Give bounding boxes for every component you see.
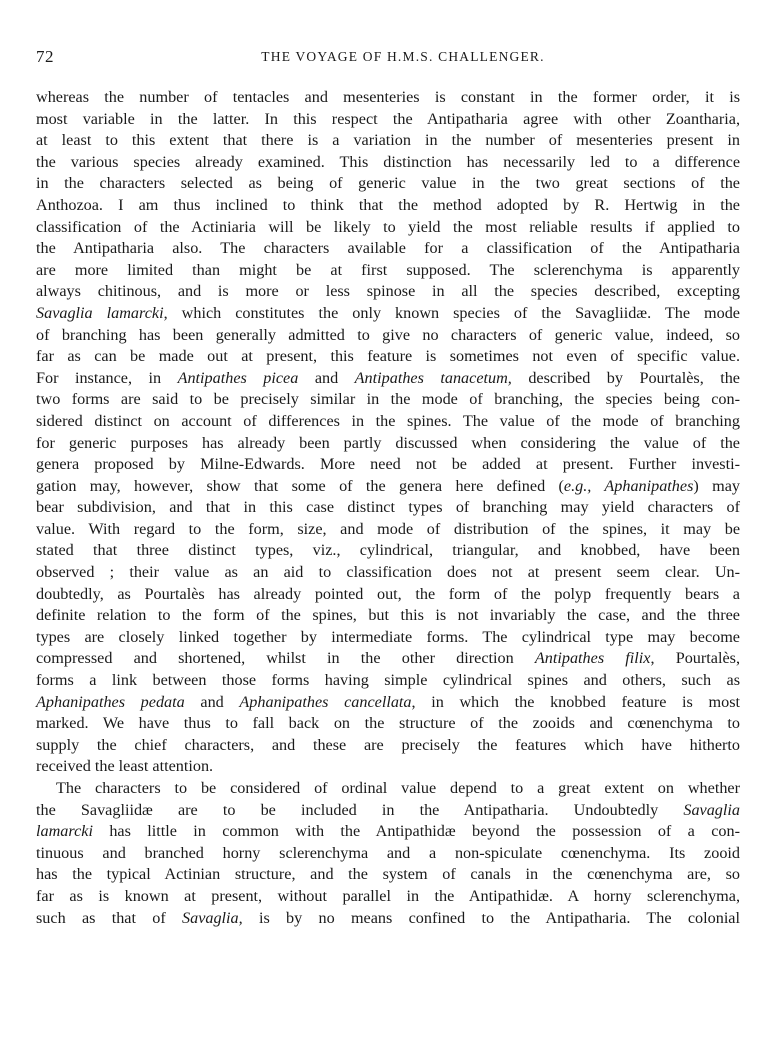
text-run: has the typical Actinian structure, and the system of canals in the cœnenchyma are, so: [36, 865, 740, 884]
text-run: supply the chief characters, and these are precisely the features which have hitherto: [36, 735, 740, 754]
text-run: described by Pourtalès, the: [511, 368, 740, 387]
text-line: [36, 519, 740, 541]
text-run: whereas the number of tentacles and mesenteries is constant in the former order, it is: [36, 88, 740, 106]
text-line: [36, 864, 740, 886]
text-run: observed ; their value as an aid to classification does not at present seem clear. Un-: [36, 563, 740, 582]
text-run: has little in common with the Antipathidæ beyond the possession of a con-: [92, 822, 740, 841]
page-number: 72: [36, 47, 54, 66]
text-run: received the least attention.: [36, 757, 214, 776]
text-line: [36, 670, 740, 692]
text-run: genera proposed by Milne-Edwards. More need not be added at present. Further investi-: [36, 455, 740, 474]
text-line: [36, 735, 740, 757]
text-run: two forms are said to be precisely similar in the mode of branching, the species being con-: [36, 390, 740, 409]
text-line: [36, 217, 740, 239]
running-header: [36, 47, 740, 69]
text-line: [36, 195, 740, 217]
text-line: [36, 152, 740, 174]
text-line: [36, 627, 740, 649]
italic-taxon-name: Antipathes filix: [534, 649, 651, 668]
text-run: classification of the Actiniaria will be likely to yield the most reliable results if applied to: [36, 217, 740, 236]
text-line: [36, 368, 740, 390]
italic-taxon-name: Antipathes picea: [177, 368, 299, 387]
text-line: [36, 908, 740, 930]
text-run: value. With regard to the form, size, and mode of distribution of the spines, it may be: [36, 519, 740, 538]
text-line: [36, 540, 740, 562]
text-line: [36, 454, 740, 476]
text-line: [36, 800, 740, 822]
text-line: [36, 303, 740, 325]
text-line: [36, 843, 740, 865]
text-line: [36, 692, 740, 714]
text-run: , Pourtalès,: [650, 649, 740, 668]
text-line: [36, 778, 740, 800]
text-line: [36, 411, 740, 433]
text-run: the Antipatharia also. The characters available for a classification of the Antipatharia: [36, 239, 740, 258]
text-run: for generic purposes has already been partly discussed when considering the value of the: [36, 433, 740, 452]
text-line: [36, 476, 740, 498]
text-run: at least to this extent that there is a variation in the number of mesenteries present in: [36, 131, 740, 150]
text-run: are more limited than might be at first supposed. The sclerenchyma is apparently: [36, 260, 740, 279]
text-run: stated that three distinct types, viz., cylindrical, triangular, and knobbed, have been: [36, 541, 740, 560]
running-title: THE VOYAGE OF H.M.S. CHALLENGER.: [261, 49, 545, 64]
text-line: [36, 886, 740, 908]
paragraph: [36, 778, 740, 929]
text-line: [36, 648, 740, 670]
text-line: [36, 238, 740, 260]
italic-taxon-name: Savaglia,: [182, 908, 243, 927]
text-line: [36, 389, 740, 411]
italic-taxon-name: Antipathes tanacetum,: [354, 368, 512, 387]
text-line: [36, 497, 740, 519]
text-run: in the characters selected as being of generic value in the two great sections of the: [36, 174, 740, 193]
text-run: and: [298, 368, 355, 387]
text-run: always chitinous, and is more or less spinose in all the species described, excepting: [36, 282, 740, 301]
body-text: [36, 87, 740, 929]
text-line: [36, 346, 740, 368]
text-run: , which constitutes the only known species of the Savagliidæ. The mode: [163, 303, 740, 322]
text-run: is by no means confined to the Antipatharia. The colonial: [242, 908, 740, 927]
text-line: [36, 713, 740, 735]
italic-taxon-name: Aphanipathes pedata: [36, 692, 185, 711]
text-run: The characters to be considered of ordinal value depend to a great extent on whether: [56, 779, 740, 797]
text-line: [36, 87, 740, 109]
text-run: the various species already examined. This distinction has necessarily led to a difference: [36, 152, 740, 171]
text-run: definite relation to the form of the spines, but this is not invariably the case, and the three: [36, 606, 740, 625]
text-run: ) may: [693, 476, 740, 495]
text-run: doubtedly, as Pourtalès has already pointed out, the form of the polyp frequently bears a: [36, 584, 740, 603]
text-run: types are closely linked together by intermediate forms. The cylindrical type may become: [36, 627, 740, 646]
text-run: bear subdivision, and that in this case distinct types of branching may yield characters of: [36, 498, 740, 517]
text-run: tinuous and branched horny sclerenchyma and a non-spiculate cœnenchyma. Its zooid: [36, 843, 740, 862]
text-run: the Savagliidæ are to be included in the Antipatharia. Undoubtedly: [36, 800, 684, 819]
text-run: marked. We have thus to fall back on the structure of the zooids and cœnenchyma to: [36, 714, 740, 733]
text-run: most variable in the latter. In this respect the Antipatharia agree with other Zoantharia,: [36, 109, 740, 128]
text-run: and: [184, 692, 240, 711]
italic-taxon-name: Savaglia: [683, 800, 740, 819]
italic-taxon-name: Savaglia lamarcki: [36, 303, 164, 322]
text-run: far as is known at present, without parallel in the Antipathidæ. A horny sclerenchyma,: [36, 886, 740, 905]
text-run: of branching has been generally admitted to give no characters of generic value, indeed, so: [36, 325, 740, 344]
text-line: [36, 325, 740, 347]
text-run: forms a link between those forms having simple cylindrical spines and others, such as: [36, 671, 740, 690]
text-line: [36, 562, 740, 584]
text-line: [36, 281, 740, 303]
text-line: [36, 605, 740, 627]
text-run: compressed and shortened, whilst in the other direction: [36, 649, 535, 668]
text-line: [36, 821, 740, 843]
italic-taxon-name: lamarcki: [36, 822, 93, 841]
text-run: gation may, however, show that some of the genera here defined (: [36, 476, 564, 495]
text-run: far as can be made out at present, this feature is sometimes not even of specific value.: [36, 347, 740, 366]
italic-taxon-name: e.g., Aphanipathes: [563, 476, 694, 495]
text-line: [36, 109, 740, 131]
text-run: such as that of: [36, 908, 182, 927]
text-line: [36, 130, 740, 152]
text-run: sidered distinct on account of differences in the spines. The value of the mode of branching: [36, 411, 740, 430]
text-line: [36, 584, 740, 606]
text-run: For instance, in: [36, 368, 178, 387]
text-line: [36, 433, 740, 455]
text-line: [36, 173, 740, 195]
italic-taxon-name: Aphanipathes cancellata: [239, 692, 412, 711]
paragraph: [36, 87, 740, 778]
text-line: [36, 260, 740, 282]
text-line: [36, 756, 740, 778]
text-run: Anthozoa. I am thus inclined to think that the method adopted by R. Hertwig in the: [36, 195, 740, 214]
text-run: , in which the knobbed feature is most: [411, 692, 740, 711]
